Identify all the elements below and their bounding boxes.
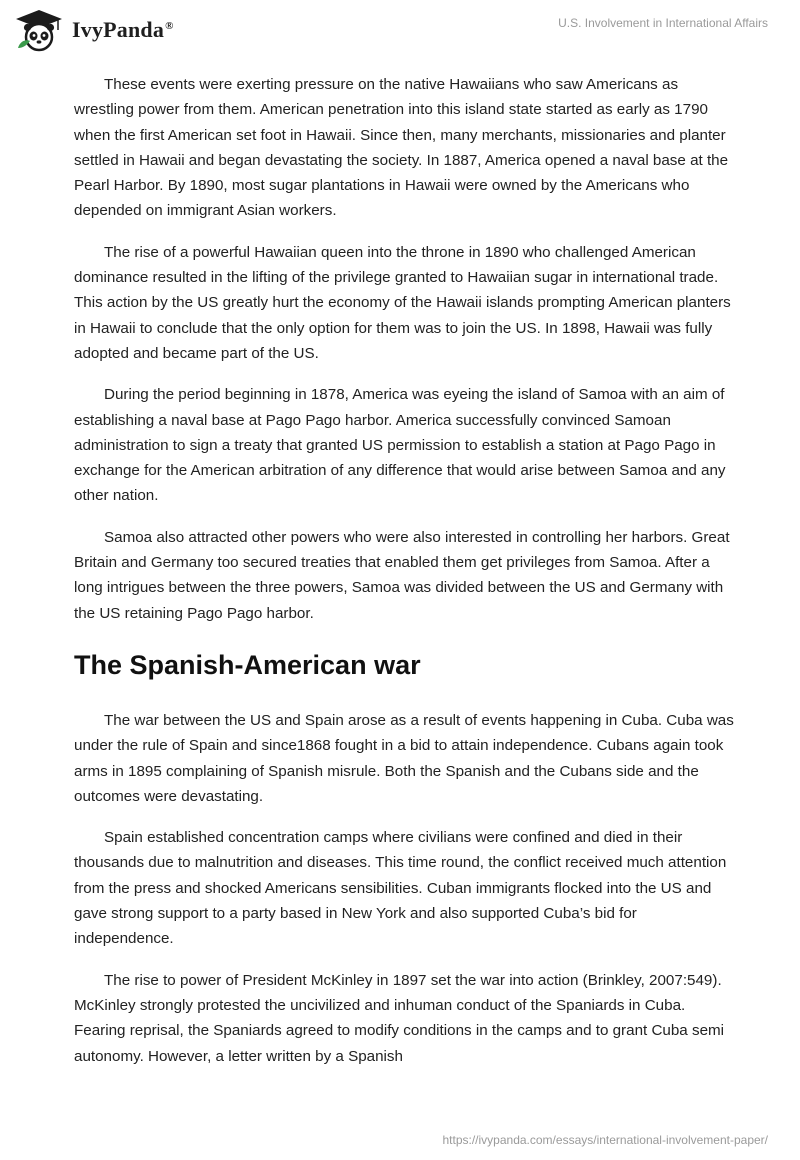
paragraph: These events were exerting pressure on the native Hawaiians who saw Americans as wrestling power from them. American penetration into this island state started as early as 1790 when the first American set foot in Hawaii. Since then, many merchants, missionaries and planter settled in Hawaii and began devastating the society. In 1887, America opened a naval base at the Pearl Harbor. By 1890, most sugar plantations in Hawaii were owned by the Americans who depended on immigrant Asian workers.	[74, 76, 729, 220]
paragraph: During the period beginning in 1878, America was eyeing the island of Samoa with an aim of establishing a naval base at Pago Pago harbor. America successfully convinced Samoan administration to sign a treaty that granted US permission to establish a station at Pago Pago in exchange for the American arbitration of any difference that would arise between Samoa and any other nation.	[74, 386, 726, 505]
paragraph: Spain established concentration camps where civilians were confined and died in their thousands due to malnutrition and diseases. This time round, the conflict received much attention from the press and shocked Americans sensibilities. Cuban immigrants flocked into the US and gave strong support to a party based in New York and also supported Cuba’s bid for independence.	[74, 829, 727, 948]
paragraph: The rise to power of President McKinley in 1897 set the war into action (Brinkley, 2007:549). McKinley strongly protested the uncivilized and inhuman conduct of the Spaniards in Cuba. Fearing reprisal, the Spaniards agreed to modify conditions in the camps and to grant Cuba semi autonomy. However, a letter written by a Spanish	[74, 971, 725, 1065]
paragraph: The war between the US and Spain arose as a result of events happening in Cuba. Cuba was under the rule of Spain and since1868 fought in a bid to attain independence. Cubans again took arms in 1895 complaining of Spanish misrule. Both the Spanish and the Cubans side and the outcomes were devastating.	[74, 711, 734, 805]
document-title: U.S. Involvement in International Affairs	[558, 16, 768, 30]
panda-graduate-icon	[14, 8, 64, 52]
brand-name	[72, 17, 174, 43]
page-header	[0, 0, 800, 60]
article-body	[74, 72, 734, 1085]
brand-logo[interactable]	[14, 8, 174, 52]
paragraph: The rise of a powerful Hawaiian queen into the throne in 1890 who challenged American dominance resulted in the lifting of the privilege granted to Hawaiian sugar in international trade. This action by the US greatly hurt the economy of the Hawaii islands prompting American planters in Hawaii to conclude that the only option for them was to join the US. In 1898, Hawaii was fully adopted and became part of the US.	[74, 243, 731, 362]
paragraph: Samoa also attracted other powers who were also interested in controlling her harbors. Great Britain and Germany too secured treaties that enabled them get privileges from Samoa. After a long intrigues between the three powers, Samoa was divided between the US and Germany with the US retaining Pago Pago harbor.	[74, 528, 730, 622]
registered-mark: ®	[165, 19, 174, 32]
brand-name-text: IvyPanda	[72, 17, 165, 42]
source-url[interactable]: https://ivypanda.com/essays/international-involvement-paper/	[442, 1133, 768, 1147]
section-heading: The Spanish-American war	[74, 649, 421, 680]
